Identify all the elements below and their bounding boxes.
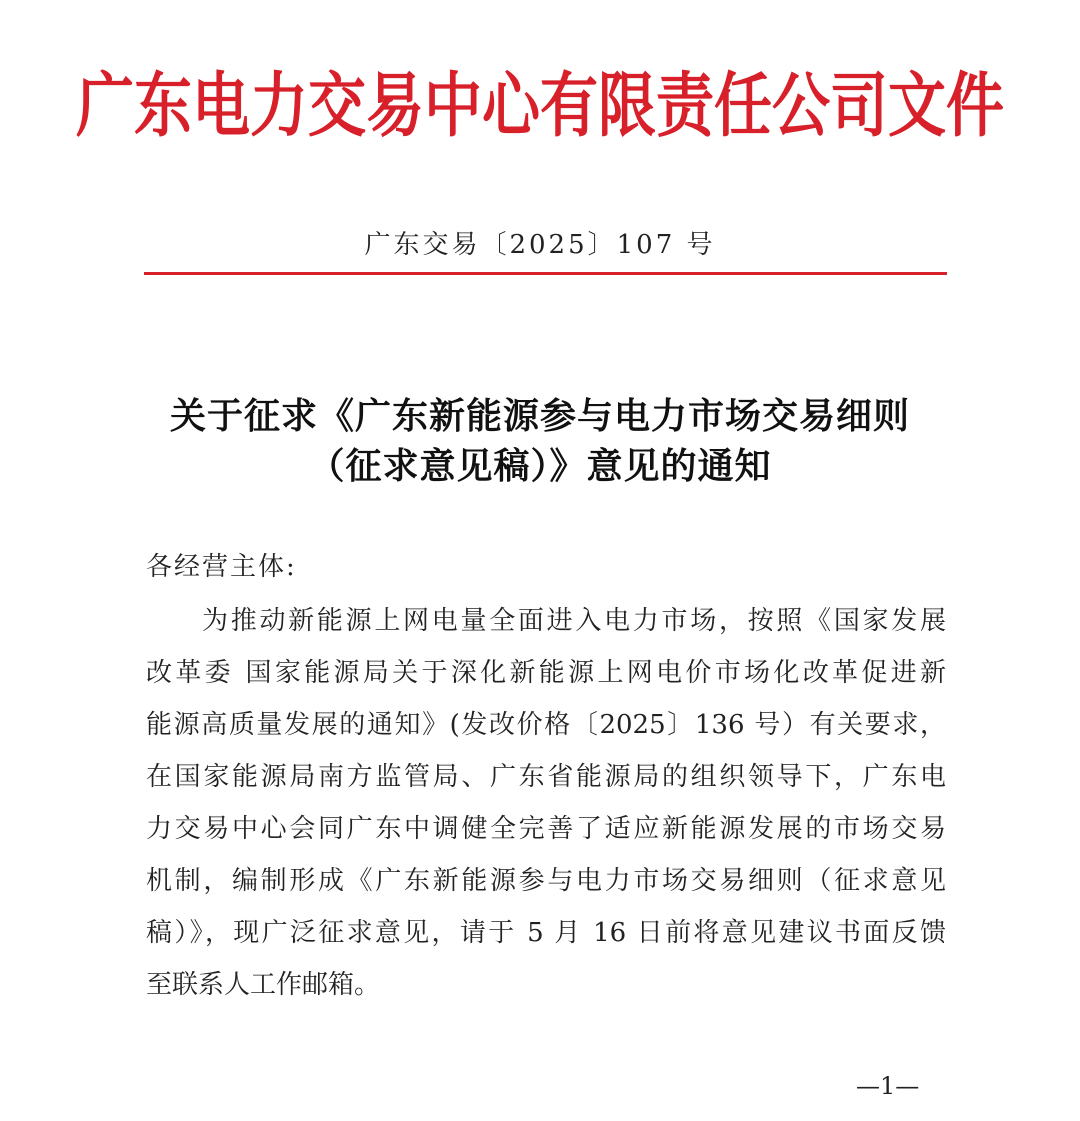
body-line: 改革委 国家能源局关于深化新能源上网电价市场化改革促进新 [146,658,946,688]
red-divider-rule [144,272,947,275]
page-number: —1— [856,1072,920,1100]
body-line: 机制，编制形成《广东新能源参与电力市场交易细则（征求意见 [146,866,946,896]
salutation: 各经营主体: [146,552,297,582]
body-line: 稿）》，现广泛征求意见，请于 5 月 16 日前将意见建议书面反馈 [146,918,946,948]
body-line: 能源高质量发展的通知》(发改价格〔2025〕136 号）有关要求， [146,710,946,740]
body-line: 在国家能源局南方监管局、广东省能源局的组织领导下，广东电 [146,762,946,792]
issuer-heading: 广东电力交易中心有限责任公司文件 [75,64,1004,147]
body-line: 力交易中心会同广东中调健全完善了适应新能源发展的市场交易 [146,814,946,844]
body-line: 至联系人工作邮箱。 [146,970,381,1000]
document-number: 广东交易〔2025〕107 号 [364,230,716,260]
document-title-line-1: 关于征求《广东新能源参与电力市场交易细则 [169,396,910,437]
document-title-line-2: （征求意见稿）》意见的通知 [308,446,772,487]
body-line: 为推动新能源上网电量全面进入电力市场，按照《国家发展 [202,606,946,636]
